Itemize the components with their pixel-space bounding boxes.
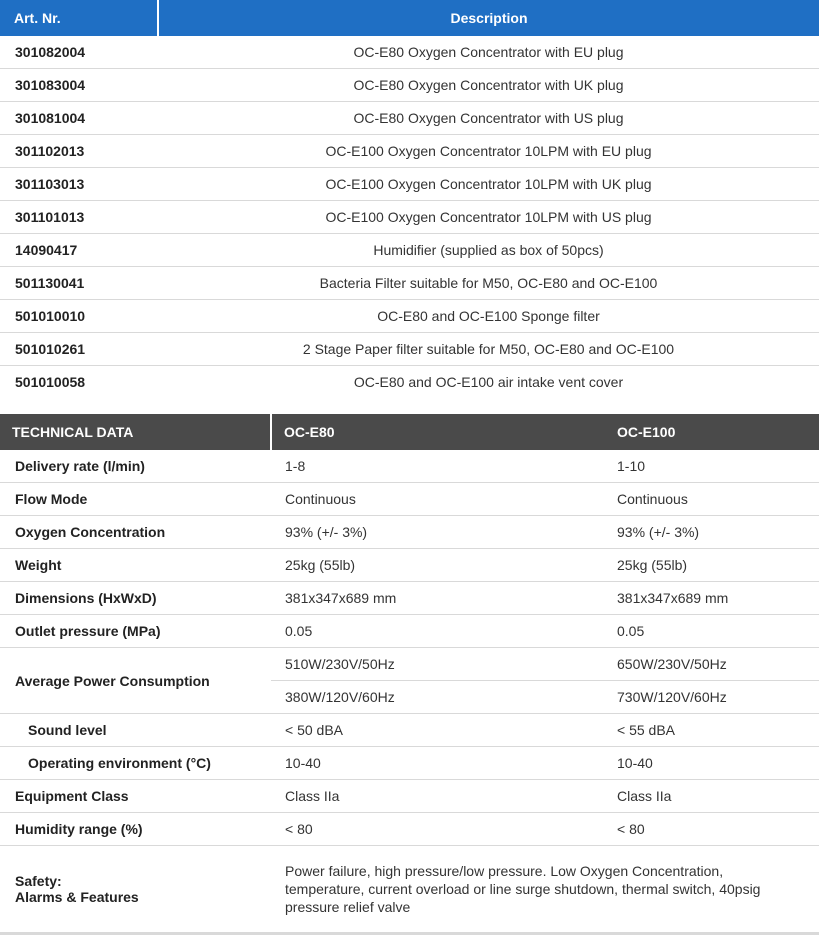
spec-value-oc-e80: 25kg (55lb) [271, 549, 605, 582]
description: OC-E100 Oxygen Concentrator 10LPM with UK plug [158, 168, 819, 201]
art-nr: 301103013 [0, 168, 158, 201]
description: OC-E80 Oxygen Concentrator with UK plug [158, 69, 819, 102]
table-row [0, 582, 819, 615]
table-row [0, 846, 819, 934]
spec-label: Humidity range (%) [0, 813, 271, 846]
table-row [0, 516, 819, 549]
technical-data-header [0, 414, 819, 450]
spec-label: Average Power Consumption [0, 648, 271, 714]
spec-value-oc-e80: Continuous [271, 483, 605, 516]
spec-value-oc-e100: 1-10 [605, 450, 819, 483]
table-row [0, 234, 819, 267]
table-row [0, 36, 819, 69]
spec-label: Operating environment (°C) [0, 747, 271, 780]
art-nr: 301082004 [0, 36, 158, 69]
spec-value-oc-e80: < 80 [271, 813, 605, 846]
art-nr: 501010261 [0, 333, 158, 366]
spec-value-oc-e80: < 50 dBA [271, 714, 605, 747]
description: Humidifier (supplied as box of 50pcs) [158, 234, 819, 267]
spec-label: Equipment Class [0, 780, 271, 813]
spec-value-oc-e80: 10-40 [271, 747, 605, 780]
spec-value-oc-e80: 510W/230V/50Hz [271, 648, 605, 681]
table-row [0, 102, 819, 135]
spec-label: Flow Mode [0, 483, 271, 516]
technical-data-table [0, 414, 819, 935]
safety-label [0, 846, 271, 934]
description-header: Description [158, 0, 819, 36]
spec-value-oc-e80: 93% (+/- 3%) [271, 516, 605, 549]
table-row [0, 648, 819, 681]
description: OC-E100 Oxygen Concentrator 10LPM with US plug [158, 201, 819, 234]
table-row [0, 813, 819, 846]
safety-label-line1: Safety: [15, 873, 62, 889]
spec-value-oc-e100: 10-40 [605, 747, 819, 780]
table-row [0, 615, 819, 648]
spec-label: Sound level [0, 714, 271, 747]
description: 2 Stage Paper filter suitable for M50, OC-E80 and OC-E100 [158, 333, 819, 366]
table-row [0, 747, 819, 780]
art-nr: 501130041 [0, 267, 158, 300]
table-row [0, 333, 819, 366]
spec-value-oc-e100: 381x347x689 mm [605, 582, 819, 615]
spec-label: Delivery rate (l/min) [0, 450, 271, 483]
art-nr: 301083004 [0, 69, 158, 102]
art-nr: 14090417 [0, 234, 158, 267]
safety-label-line2: Alarms & Features [15, 889, 139, 905]
spec-label: Outlet pressure (MPa) [0, 615, 271, 648]
spec-value-oc-e80: 381x347x689 mm [271, 582, 605, 615]
spec-value-oc-e100: < 55 dBA [605, 714, 819, 747]
table-row [0, 366, 819, 399]
table-row [0, 450, 819, 483]
spec-value-oc-e100: Continuous [605, 483, 819, 516]
spec-value-oc-e100: Class IIa [605, 780, 819, 813]
safety-features-value: Power failure, high pressure/low pressure. Low Oxygen Concentration, temperature, current overload or line surge shutdown, thermal switch, 40psig pressure relief valve [271, 846, 819, 934]
model-oc-e100-heading: OC-E100 [605, 414, 819, 450]
model-oc-e80-heading: OC-E80 [271, 414, 605, 450]
table-row [0, 135, 819, 168]
spec-value-oc-e80: 1-8 [271, 450, 605, 483]
table-row [0, 483, 819, 516]
art-nr: 301101013 [0, 201, 158, 234]
spec-value-oc-e100: < 80 [605, 813, 819, 846]
description: OC-E100 Oxygen Concentrator 10LPM with EU plug [158, 135, 819, 168]
table-row [0, 300, 819, 333]
spec-value-oc-e80: 380W/120V/60Hz [271, 681, 605, 714]
art-nr-header: Art. Nr. [0, 0, 158, 36]
table-row [0, 714, 819, 747]
description: OC-E80 and OC-E100 Sponge filter [158, 300, 819, 333]
spec-value-oc-e100: 650W/230V/50Hz [605, 648, 819, 681]
spec-value-oc-e100: 93% (+/- 3%) [605, 516, 819, 549]
description: OC-E80 Oxygen Concentrator with US plug [158, 102, 819, 135]
article-table [0, 0, 819, 398]
table-row [0, 168, 819, 201]
spec-value-oc-e100: 730W/120V/60Hz [605, 681, 819, 714]
art-nr: 301102013 [0, 135, 158, 168]
description: Bacteria Filter suitable for M50, OC-E80 and OC-E100 [158, 267, 819, 300]
spec-value-oc-e80: Class IIa [271, 780, 605, 813]
technical-data-heading: TECHNICAL DATA [0, 414, 271, 450]
spec-label: Oxygen Concentration [0, 516, 271, 549]
description: OC-E80 Oxygen Concentrator with EU plug [158, 36, 819, 69]
description: OC-E80 and OC-E100 air intake vent cover [353, 374, 624, 390]
article-table-header [0, 0, 819, 36]
art-nr: 501010010 [0, 300, 158, 333]
table-row [0, 780, 819, 813]
spec-value-oc-e100: 25kg (55lb) [605, 549, 819, 582]
art-nr: 301081004 [0, 102, 158, 135]
spec-label: Dimensions (HxWxD) [0, 582, 271, 615]
table-row [0, 201, 819, 234]
spec-value-oc-e80: 0.05 [271, 615, 605, 648]
table-row [0, 549, 819, 582]
spec-label: Weight [0, 549, 271, 582]
table-row [0, 267, 819, 300]
art-nr: 501010058 [15, 374, 86, 390]
table-row [0, 69, 819, 102]
spec-value-oc-e100: 0.05 [605, 615, 819, 648]
